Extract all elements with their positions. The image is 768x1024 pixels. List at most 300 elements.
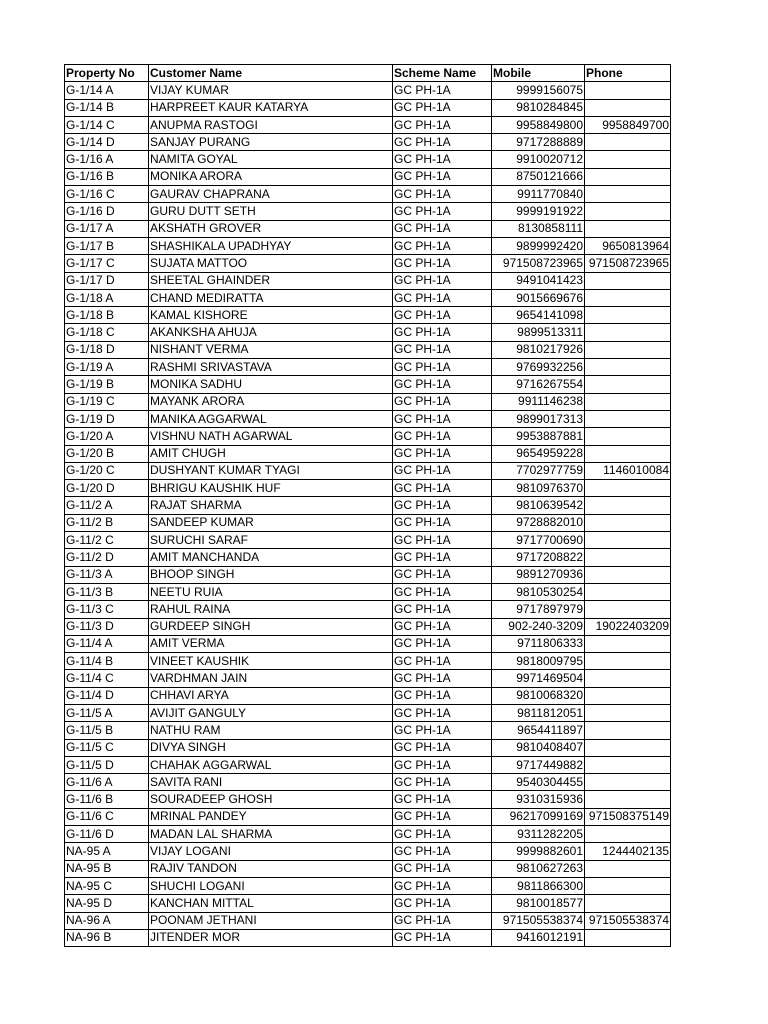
mobile-cell: 9654411897 (492, 722, 585, 739)
phone-cell (585, 860, 671, 877)
scheme-name-cell: GC PH-1A (393, 393, 492, 410)
customer-name-cell: VIJAY KUMAR (149, 82, 393, 99)
customer-name-cell: NATHU RAM (149, 722, 393, 739)
table-row (65, 687, 671, 704)
property-no-cell: G-1/16 D (65, 203, 149, 220)
scheme-name-cell: GC PH-1A (393, 82, 492, 99)
property-no-cell: G-11/6 A (65, 774, 149, 791)
mobile-cell: 9899513311 (492, 324, 585, 341)
table-row (65, 237, 671, 254)
customer-name-cell: SURUCHI SARAF (149, 532, 393, 549)
scheme-name-cell: GC PH-1A (393, 237, 492, 254)
phone-cell: 971508723965 (585, 255, 671, 272)
customer-name-cell: JITENDER MOR (149, 929, 393, 946)
scheme-name-cell: GC PH-1A (393, 341, 492, 358)
table-row (65, 307, 671, 324)
mobile-cell: 96217099169 (492, 808, 585, 825)
mobile-cell: 9811866300 (492, 877, 585, 894)
table-row (65, 860, 671, 877)
customer-name-cell: NEETU RUIA (149, 583, 393, 600)
customer-name-cell: RAJIV TANDON (149, 860, 393, 877)
phone-cell (585, 324, 671, 341)
property-no-cell: G-11/2 D (65, 549, 149, 566)
phone-cell: 9958849700 (585, 116, 671, 133)
property-no-cell: NA-96 B (65, 929, 149, 946)
scheme-name-cell: GC PH-1A (393, 826, 492, 843)
table-row (65, 549, 671, 566)
phone-cell (585, 687, 671, 704)
property-no-cell: G-1/18 C (65, 324, 149, 341)
property-no-cell: G-1/18 A (65, 289, 149, 306)
property-no-cell: G-1/20 B (65, 445, 149, 462)
customer-name-cell: AKSHATH GROVER (149, 220, 393, 237)
phone-cell (585, 895, 671, 912)
phone-cell (585, 359, 671, 376)
mobile-cell: 9717208822 (492, 549, 585, 566)
phone-cell (585, 514, 671, 531)
scheme-name-cell: GC PH-1A (393, 653, 492, 670)
customer-name-cell: AMIT VERMA (149, 635, 393, 652)
phone-cell (585, 601, 671, 618)
scheme-name-cell: GC PH-1A (393, 791, 492, 808)
phone-cell (585, 497, 671, 514)
phone-cell (585, 532, 671, 549)
customer-name-cell: MONIKA SADHU (149, 376, 393, 393)
mobile-cell: 9999156075 (492, 82, 585, 99)
phone-cell (585, 134, 671, 151)
mobile-cell: 9310315936 (492, 791, 585, 808)
table-row (65, 635, 671, 652)
table-row (65, 462, 671, 479)
table-row (65, 653, 671, 670)
property-no-cell: G-1/20 D (65, 480, 149, 497)
scheme-name-cell: GC PH-1A (393, 255, 492, 272)
scheme-name-cell: GC PH-1A (393, 895, 492, 912)
property-no-cell: G-1/19 B (65, 376, 149, 393)
phone-cell (585, 653, 671, 670)
table-row (65, 808, 671, 825)
table-row (65, 826, 671, 843)
property-no-cell: G-11/6 B (65, 791, 149, 808)
property-no-cell: G-1/14 D (65, 134, 149, 151)
scheme-name-cell: GC PH-1A (393, 912, 492, 929)
property-no-cell: NA-95 B (65, 860, 149, 877)
scheme-name-cell: GC PH-1A (393, 410, 492, 427)
property-no-cell: G-1/19 D (65, 410, 149, 427)
header-scheme-name: Scheme Name (393, 65, 492, 82)
mobile-cell: 9717700690 (492, 532, 585, 549)
scheme-name-cell: GC PH-1A (393, 722, 492, 739)
table-row (65, 514, 671, 531)
property-no-cell: G-11/2 A (65, 497, 149, 514)
scheme-name-cell: GC PH-1A (393, 739, 492, 756)
header-phone: Phone (585, 65, 671, 82)
phone-cell (585, 566, 671, 583)
property-no-cell: G-1/14 B (65, 99, 149, 116)
phone-cell (585, 722, 671, 739)
customer-name-cell: MANIKA AGGARWAL (149, 410, 393, 427)
mobile-cell: 9911146238 (492, 393, 585, 410)
table-row (65, 480, 671, 497)
property-no-cell: NA-95 D (65, 895, 149, 912)
table-row (65, 393, 671, 410)
phone-cell (585, 670, 671, 687)
mobile-cell: 9810068320 (492, 687, 585, 704)
property-no-cell: G-1/17 D (65, 272, 149, 289)
scheme-name-cell: GC PH-1A (393, 428, 492, 445)
property-no-cell: G-1/18 B (65, 307, 149, 324)
scheme-name-cell: GC PH-1A (393, 376, 492, 393)
customer-name-cell: MRINAL PANDEY (149, 808, 393, 825)
phone-cell (585, 445, 671, 462)
mobile-cell: 9654959228 (492, 445, 585, 462)
mobile-cell: 9810627263 (492, 860, 585, 877)
scheme-name-cell: GC PH-1A (393, 134, 492, 151)
table-row (65, 289, 671, 306)
property-no-cell: G-1/17 A (65, 220, 149, 237)
phone-cell (585, 410, 671, 427)
table-row (65, 877, 671, 894)
mobile-cell: 9716267554 (492, 376, 585, 393)
mobile-cell: 9728882010 (492, 514, 585, 531)
customer-name-cell: POONAM JETHANI (149, 912, 393, 929)
table-row (65, 99, 671, 116)
customer-name-cell: SANDEEP KUMAR (149, 514, 393, 531)
property-no-cell: G-11/4 D (65, 687, 149, 704)
mobile-cell: 9999191922 (492, 203, 585, 220)
mobile-cell: 9911770840 (492, 186, 585, 203)
table-row (65, 359, 671, 376)
phone-cell: 971505538374 (585, 912, 671, 929)
customer-name-cell: GAURAV CHAPRANA (149, 186, 393, 203)
phone-cell: 1146010084 (585, 462, 671, 479)
scheme-name-cell: GC PH-1A (393, 99, 492, 116)
scheme-name-cell: GC PH-1A (393, 774, 492, 791)
table-row (65, 618, 671, 635)
mobile-cell: 9953887881 (492, 428, 585, 445)
customer-name-cell: VIJAY LOGANI (149, 843, 393, 860)
phone-cell (585, 99, 671, 116)
scheme-name-cell: GC PH-1A (393, 877, 492, 894)
table-row (65, 220, 671, 237)
property-no-cell: G-1/14 C (65, 116, 149, 133)
customer-name-cell: CHAND MEDIRATTA (149, 289, 393, 306)
property-no-cell: NA-95 A (65, 843, 149, 860)
phone-cell (585, 220, 671, 237)
table-row (65, 774, 671, 791)
mobile-cell: 9311282205 (492, 826, 585, 843)
phone-cell (585, 341, 671, 358)
property-no-cell: G-1/16 A (65, 151, 149, 168)
mobile-cell: 9899992420 (492, 237, 585, 254)
mobile-cell: 902-240-3209 (492, 618, 585, 635)
table-row (65, 601, 671, 618)
phone-cell (585, 203, 671, 220)
customer-name-cell: SAVITA RANI (149, 774, 393, 791)
phone-cell (585, 272, 671, 289)
property-no-cell: G-11/4 C (65, 670, 149, 687)
phone-cell (585, 756, 671, 773)
table-row (65, 532, 671, 549)
property-no-cell: G-1/17 C (65, 255, 149, 272)
customer-name-cell: DUSHYANT KUMAR TYAGI (149, 462, 393, 479)
customer-name-cell: MONIKA ARORA (149, 168, 393, 185)
phone-cell (585, 583, 671, 600)
scheme-name-cell: GC PH-1A (393, 480, 492, 497)
mobile-cell: 9818009795 (492, 653, 585, 670)
scheme-name-cell: GC PH-1A (393, 808, 492, 825)
phone-cell (585, 635, 671, 652)
table-body (65, 82, 671, 947)
table-row (65, 929, 671, 946)
scheme-name-cell: GC PH-1A (393, 289, 492, 306)
phone-cell (585, 739, 671, 756)
table-row (65, 255, 671, 272)
scheme-name-cell: GC PH-1A (393, 860, 492, 877)
customer-name-cell: VISHNU NATH AGARWAL (149, 428, 393, 445)
mobile-cell: 9540304455 (492, 774, 585, 791)
scheme-name-cell: GC PH-1A (393, 220, 492, 237)
property-no-cell: G-1/17 B (65, 237, 149, 254)
table-row (65, 583, 671, 600)
mobile-cell: 8130858111 (492, 220, 585, 237)
scheme-name-cell: GC PH-1A (393, 618, 492, 635)
scheme-name-cell: GC PH-1A (393, 566, 492, 583)
scheme-name-cell: GC PH-1A (393, 151, 492, 168)
scheme-name-cell: GC PH-1A (393, 324, 492, 341)
customer-name-cell: VINEET KAUSHIK (149, 653, 393, 670)
mobile-cell: 9810408407 (492, 739, 585, 756)
scheme-name-cell: GC PH-1A (393, 635, 492, 652)
customer-name-cell: AKANKSHA AHUJA (149, 324, 393, 341)
mobile-cell: 9899017313 (492, 410, 585, 427)
property-no-cell: G-1/14 A (65, 82, 149, 99)
mobile-cell: 9717449882 (492, 756, 585, 773)
header-property-no: Property No (65, 65, 149, 82)
phone-cell (585, 168, 671, 185)
customer-name-cell: KAMAL KISHORE (149, 307, 393, 324)
scheme-name-cell: GC PH-1A (393, 462, 492, 479)
customer-name-cell: AVIJIT GANGULY (149, 704, 393, 721)
phone-cell (585, 791, 671, 808)
customer-name-cell: AMIT CHUGH (149, 445, 393, 462)
table-row (65, 151, 671, 168)
customer-name-cell: SHASHIKALA UPADHYAY (149, 237, 393, 254)
mobile-cell: 8750121666 (492, 168, 585, 185)
table-row (65, 272, 671, 289)
scheme-name-cell: GC PH-1A (393, 307, 492, 324)
header-row (65, 65, 671, 82)
table-row (65, 341, 671, 358)
property-no-cell: G-1/20 C (65, 462, 149, 479)
customer-name-cell: CHAHAK AGGARWAL (149, 756, 393, 773)
property-no-cell: G-11/5 D (65, 756, 149, 773)
phone-cell: 9650813964 (585, 237, 671, 254)
phone-cell (585, 774, 671, 791)
table-row (65, 376, 671, 393)
property-no-cell: G-11/2 C (65, 532, 149, 549)
customer-name-cell: NAMITA GOYAL (149, 151, 393, 168)
mobile-cell: 9810530254 (492, 583, 585, 600)
property-no-cell: NA-95 C (65, 877, 149, 894)
property-no-cell: NA-96 A (65, 912, 149, 929)
customer-name-cell: VARDHMAN JAIN (149, 670, 393, 687)
property-no-cell: G-11/5 B (65, 722, 149, 739)
mobile-cell: 9654141098 (492, 307, 585, 324)
mobile-cell: 971508723965 (492, 255, 585, 272)
mobile-cell: 9999882601 (492, 843, 585, 860)
property-no-cell: G-11/3 A (65, 566, 149, 583)
property-no-cell: G-11/3 D (65, 618, 149, 635)
customer-name-cell: SANJAY PURANG (149, 134, 393, 151)
scheme-name-cell: GC PH-1A (393, 583, 492, 600)
customer-name-cell: NISHANT VERMA (149, 341, 393, 358)
table-row (65, 739, 671, 756)
customer-name-cell: SUJATA MATTOO (149, 255, 393, 272)
mobile-cell: 9971469504 (492, 670, 585, 687)
scheme-name-cell: GC PH-1A (393, 670, 492, 687)
table-row (65, 895, 671, 912)
customer-name-cell: RASHMI SRIVASTAVA (149, 359, 393, 376)
phone-cell (585, 307, 671, 324)
mobile-cell: 9769932256 (492, 359, 585, 376)
phone-cell (585, 186, 671, 203)
table-row (65, 722, 671, 739)
customer-name-cell: CHHAVI ARYA (149, 687, 393, 704)
property-no-cell: G-11/6 D (65, 826, 149, 843)
scheme-name-cell: GC PH-1A (393, 203, 492, 220)
property-no-cell: G-11/5 C (65, 739, 149, 756)
mobile-cell: 9910020712 (492, 151, 585, 168)
scheme-name-cell: GC PH-1A (393, 532, 492, 549)
phone-cell (585, 82, 671, 99)
scheme-name-cell: GC PH-1A (393, 116, 492, 133)
phone-cell (585, 151, 671, 168)
customer-name-cell: HARPREET KAUR KATARYA (149, 99, 393, 116)
customer-name-cell: AMIT MANCHANDA (149, 549, 393, 566)
customer-table (64, 64, 671, 947)
phone-cell: 19022403209 (585, 618, 671, 635)
property-no-cell: G-1/16 B (65, 168, 149, 185)
table-row (65, 428, 671, 445)
scheme-name-cell: GC PH-1A (393, 272, 492, 289)
mobile-cell: 9958849800 (492, 116, 585, 133)
scheme-name-cell: GC PH-1A (393, 843, 492, 860)
property-no-cell: G-11/4 B (65, 653, 149, 670)
phone-cell (585, 289, 671, 306)
property-no-cell: G-1/20 A (65, 428, 149, 445)
header-customer-name: Customer Name (149, 65, 393, 82)
customer-name-cell: SHUCHI LOGANI (149, 877, 393, 894)
phone-cell (585, 480, 671, 497)
mobile-cell: 9891270936 (492, 566, 585, 583)
table-row (65, 324, 671, 341)
scheme-name-cell: GC PH-1A (393, 186, 492, 203)
customer-name-cell: MADAN LAL SHARMA (149, 826, 393, 843)
scheme-name-cell: GC PH-1A (393, 929, 492, 946)
customer-name-cell: SHEETAL GHAINDER (149, 272, 393, 289)
scheme-name-cell: GC PH-1A (393, 687, 492, 704)
table-row (65, 670, 671, 687)
phone-cell (585, 393, 671, 410)
table-row (65, 912, 671, 929)
scheme-name-cell: GC PH-1A (393, 514, 492, 531)
customer-name-cell: SOURADEEP GHOSH (149, 791, 393, 808)
customer-name-cell: GURDEEP SINGH (149, 618, 393, 635)
scheme-name-cell: GC PH-1A (393, 497, 492, 514)
table-row (65, 756, 671, 773)
mobile-cell: 9811812051 (492, 704, 585, 721)
mobile-cell: 9810976370 (492, 480, 585, 497)
customer-name-cell: RAJAT SHARMA (149, 497, 393, 514)
mobile-cell: 9810217926 (492, 341, 585, 358)
property-no-cell: G-1/19 A (65, 359, 149, 376)
mobile-cell: 7702977759 (492, 462, 585, 479)
property-no-cell: G-11/3 B (65, 583, 149, 600)
customer-name-cell: ANUPMA RASTOGI (149, 116, 393, 133)
customer-name-cell: BHRIGU KAUSHIK HUF (149, 480, 393, 497)
table-row (65, 843, 671, 860)
mobile-cell: 9491041423 (492, 272, 585, 289)
phone-cell (585, 428, 671, 445)
mobile-cell: 9717897979 (492, 601, 585, 618)
table-row (65, 134, 671, 151)
phone-cell (585, 376, 671, 393)
mobile-cell: 9717288889 (492, 134, 585, 151)
property-no-cell: G-11/5 A (65, 704, 149, 721)
scheme-name-cell: GC PH-1A (393, 359, 492, 376)
phone-cell: 971508375149 (585, 808, 671, 825)
phone-cell (585, 549, 671, 566)
mobile-cell: 9015669676 (492, 289, 585, 306)
scheme-name-cell: GC PH-1A (393, 704, 492, 721)
phone-cell: 1244402135 (585, 843, 671, 860)
table-row (65, 497, 671, 514)
property-no-cell: G-11/6 C (65, 808, 149, 825)
phone-cell (585, 929, 671, 946)
phone-cell (585, 826, 671, 843)
mobile-cell: 9810018577 (492, 895, 585, 912)
table-row (65, 410, 671, 427)
property-no-cell: G-11/2 B (65, 514, 149, 531)
phone-cell (585, 704, 671, 721)
mobile-cell: 9810284845 (492, 99, 585, 116)
property-no-cell: G-1/16 C (65, 186, 149, 203)
scheme-name-cell: GC PH-1A (393, 601, 492, 618)
mobile-cell: 9711806333 (492, 635, 585, 652)
customer-name-cell: BHOOP SINGH (149, 566, 393, 583)
table-row (65, 168, 671, 185)
customer-name-cell: KANCHAN MITTAL (149, 895, 393, 912)
table-row (65, 186, 671, 203)
mobile-cell: 9416012191 (492, 929, 585, 946)
table-row (65, 203, 671, 220)
property-no-cell: G-1/18 D (65, 341, 149, 358)
customer-name-cell: RAHUL RAINA (149, 601, 393, 618)
property-no-cell: G-11/3 C (65, 601, 149, 618)
scheme-name-cell: GC PH-1A (393, 549, 492, 566)
header-mobile: Mobile (492, 65, 585, 82)
scheme-name-cell: GC PH-1A (393, 445, 492, 462)
table-row (65, 791, 671, 808)
table-row (65, 82, 671, 99)
table-row (65, 566, 671, 583)
customer-name-cell: MAYANK ARORA (149, 393, 393, 410)
table-row (65, 445, 671, 462)
scheme-name-cell: GC PH-1A (393, 168, 492, 185)
property-no-cell: G-1/19 C (65, 393, 149, 410)
scheme-name-cell: GC PH-1A (393, 756, 492, 773)
